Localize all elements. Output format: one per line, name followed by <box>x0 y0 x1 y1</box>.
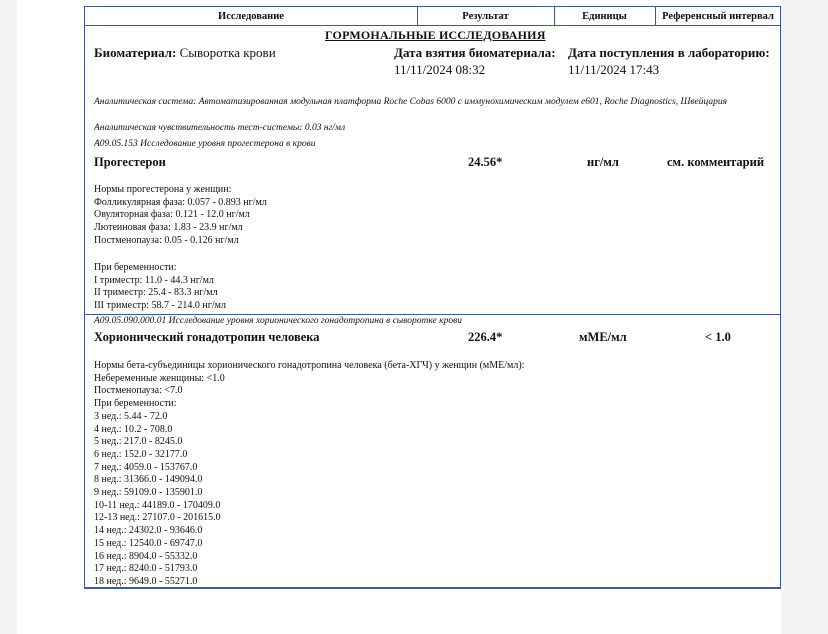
norm-line: 10-11 нед.: 44189.0 - 170409.0 <box>94 499 221 511</box>
hcg-norms <box>94 360 524 589</box>
norm-line: I триместр: 11.0 - 44.3 нг/мл <box>94 274 214 286</box>
norm-line: 9 нед.: 59109.0 - 135901.0 <box>94 487 203 499</box>
norm-line: 15 нед.: 12540.0 - 69747.0 <box>94 537 203 549</box>
collected-value: 11/11/2024 08:32 <box>394 62 486 77</box>
norm-line: 6 нед.: 152.0 - 32177.0 <box>94 448 188 460</box>
collected-label: Дата взятия биоматериала: <box>394 45 556 60</box>
norm-line: 16 нед.: 8904.0 - 55332.0 <box>94 550 198 562</box>
norm-line: 12-13 нед.: 27107.0 - 201615.0 <box>94 512 221 524</box>
received-label: Дата поступления в лабораторию: <box>568 45 770 60</box>
progesterone-units: нг/мл <box>587 155 619 169</box>
norm-line: 5 нед.: 217.0 - 8245.0 <box>94 436 183 448</box>
header-result: Результат <box>462 11 509 22</box>
biomaterial-label: Биоматериал: <box>94 45 177 60</box>
header-units: Единицы <box>582 11 627 22</box>
norm-line: Постменопауза: <7.0 <box>94 385 183 397</box>
progesterone-reference: см. комментарий <box>667 155 765 169</box>
hcg-reference: < 1.0 <box>705 330 731 344</box>
header-study: Исследование <box>218 11 284 22</box>
section-title: ГОРМОНАЛЬНЫЕ ИССЛЕДОВАНИЯ <box>325 28 546 42</box>
progesterone-norms <box>94 184 267 248</box>
norm-line: 18 нед.: 9649.0 - 55271.0 <box>94 575 198 587</box>
norm-line: III триместр: 58.7 - 214.0 нг/мл <box>94 300 226 312</box>
norm-line: 8 нед.: 31366.0 - 149094.0 <box>94 474 203 486</box>
norm-line: 17 нед.: 8240.0 - 51793.0 <box>94 563 198 575</box>
norm-line: Лютеиновая фаза: 1.83 - 23.9 нг/мл <box>94 222 243 234</box>
biomaterial-value: Сыворотка крови <box>179 45 276 60</box>
norm-line: 3 нед.: 5.44 - 72.0 <box>94 410 168 422</box>
progesterone-result: 24.56* <box>468 155 503 169</box>
norm-line: Фолликулярная фаза: 0.057 - 0.893 нг/мл <box>94 196 267 208</box>
lab-report <box>84 6 781 589</box>
progesterone-pregnancy-norms <box>94 262 226 313</box>
hcg-code: А09.05.090.000.01 Исследование уровня хорионического гонадотропина в сыворотке крови <box>94 316 462 326</box>
analytic-system: Аналитическая система: Автоматизированная модульная платформа Roche Cobas 6000 с иммунохимическим модулем е601, Roche Diagnostics, Швейцария <box>94 97 728 107</box>
norm-line: 4 нед.: 10.2 - 708.0 <box>94 423 173 435</box>
norm-line: Овуляторная фаза: 0.121 - 12.0 нг/мл <box>94 209 250 221</box>
norm-line: II триместр: 25.4 - 83.3 нг/мл <box>94 287 218 299</box>
received-value: 11/11/2024 17:43 <box>568 62 660 77</box>
hcg-result: 226.4* <box>468 330 503 344</box>
biomaterial-line <box>94 45 276 61</box>
progesterone-code: А09.05.153 Исследование уровня прогестерона в крови <box>94 139 316 149</box>
test-divider <box>85 314 780 315</box>
norm-line: 7 нед.: 4059.0 - 153767.0 <box>94 461 198 473</box>
progesterone-name: Прогестерон <box>94 155 166 169</box>
norm-line: Постменопауза: 0.05 - 0.126 нг/мл <box>94 234 239 246</box>
hcg-units: мМЕ/мл <box>579 330 627 344</box>
hcg-name: Хорионический гонадотропин человека <box>94 330 320 344</box>
header-bottom-rule <box>85 25 780 26</box>
norm-line: 14 нед.: 24302.0 - 93646.0 <box>94 525 203 537</box>
header-reference: Референсный интервал <box>662 11 774 22</box>
norm-line: Нормы прогестерона у женщин: <box>94 184 232 195</box>
norm-line: Нормы бета-субъединицы хорионического гонадотропина человека (бета-ХГЧ) у женщин (мМЕ/мл): <box>94 360 525 371</box>
norm-line: При беременности: <box>94 262 177 273</box>
analytic-sensitivity: Аналитическая чувствительность тест-системы: 0.03 нг/мл <box>94 123 346 133</box>
norm-line: Небеременные женщины: <1.0 <box>94 372 225 384</box>
norm-line: При беременности: <box>94 398 177 410</box>
